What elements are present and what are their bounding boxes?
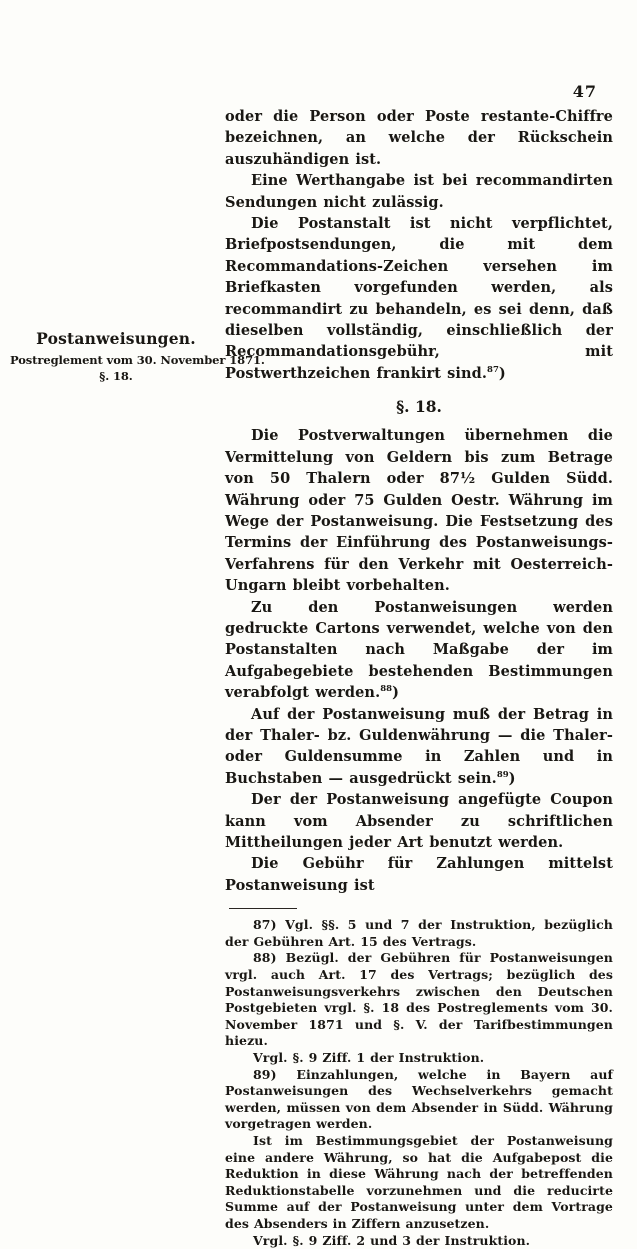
footnote-ref-paren: ) — [509, 770, 516, 787]
footnote: 87) Vgl. §§. 5 und 7 der Instruktion, bezüglich der Gebühren Art. 15 des Vertrags. — [225, 917, 613, 950]
body-paragraph — [225, 853, 613, 896]
footnote: 89) Einzahlungen, welche in Bayern auf Postanweisungen des Wechselverkehrs gemacht werden, müssen von dem Absender in Südd. Währung vorgetragen werden. — [225, 1067, 613, 1133]
footnote: 88) Bezügl. der Gebühren für Postanweisungen vrgl. auch Art. 17 des Vertrags; bezüglich des Postanweisungsverkehrs zwischen den Deutschen Postgebieten vrgl. §. 18 des Postreglements vom 30. November 1871 und §. V. der Tarifbestimmungen hiezu. — [225, 950, 613, 1050]
footnote-ref-paren: ) — [499, 365, 506, 382]
footnote: Vrgl. §. 9 Ziff. 1 der Instruktion. — [225, 1050, 613, 1067]
body-paragraph — [225, 170, 613, 213]
paragraph-text: oder die Person oder Poste restante-Chiffre bezeichnen, an welche der Rückschein auszuhändigen ist. — [225, 108, 613, 168]
footnote: Ist im Bestimmungsgebiet der Postanweisung eine andere Währung, so hat die Aufgabepost die Reduktion in diese Währung nach der betreffenden Reduktionstabelle vorzunehmen und die reducirte Summe auf der Postanweisung unter dem Vortrage des Absenders in Ziffern anzusetzen. — [225, 1133, 613, 1233]
paragraph-text: Die Postverwaltungen übernehmen die Vermittelung von Geldern bis zum Betrage von 50 Thalern oder 87½ Gulden Südd. Währung oder 75 Gulden Oestr. Währung im Wege der Postanweisung. Die Festsetzung des Termins der Einführung des Postanweisungs-Verfahrens für den Verkehr mit Oesterreich-Ungarn bleibt vorbehalten. — [225, 427, 613, 594]
body-paragraph — [225, 106, 613, 170]
paragraph-text: Die Postanstalt ist nicht verpflichtet, Briefpostsendungen, die mit dem Recommandations-Zeichen versehen im Briefkasten vorgefunden werden, als recommandirt zu behandeln, es sei denn, daß dieselben vollständig, einschließlich der Recommandationsgebühr, mit Postwerthzeichen frankirt sind. — [225, 215, 613, 382]
footnote-ref: 88 — [380, 684, 392, 694]
body-paragraph — [225, 789, 613, 853]
footnotes-block — [225, 917, 613, 1249]
body-paragraph — [225, 597, 613, 704]
page-number: 47 — [573, 82, 597, 101]
footnote-ref: 87 — [487, 365, 499, 375]
footnote: Vrgl. §. 9 Ziff. 2 und 3 der Instruktion. — [225, 1233, 613, 1249]
footnote-ref-paren: ) — [392, 684, 399, 701]
margin-note — [10, 329, 222, 384]
paragraph-text: Die Gebühr für Zahlungen mittelst Postanweisung ist — [225, 855, 613, 893]
body-paragraph — [225, 425, 613, 596]
paragraph-text: Auf der Postanweisung muß der Betrag in der Thaler- bz. Guldenwährung — die Thaler- oder Guldensumme in Zahlen und in Buchstaben — ausgedrückt sein. — [225, 706, 613, 787]
paragraph-text: Der der Postanweisung angefügte Coupon kann vom Absender zu schriftlichen Mittheilungen jeder Art benutzt werden. — [225, 791, 613, 851]
section-heading: §. 18. — [225, 397, 613, 416]
margin-note-section: §. 18. — [10, 368, 222, 384]
body-paragraph — [225, 213, 613, 384]
main-text-column — [225, 106, 613, 1249]
paragraph-text: Zu den Postanweisungen werden gedruckte Cartons verwendet, welche von den Postanstalten nach Maßgabe der im Aufgabegebiete bestehenden Bestimmungen verabfolgt werden. — [225, 599, 613, 702]
footnote-separator — [229, 908, 297, 909]
body-paragraph — [225, 704, 613, 790]
paragraph-text: Eine Werthangabe ist bei recommandirten Sendungen nicht zulässig. — [225, 172, 613, 210]
margin-note-regulation: Postreglement vom 30. November 1871. — [10, 352, 222, 368]
footnote-ref: 89 — [497, 770, 509, 780]
margin-note-title: Postanweisungen. — [10, 329, 222, 348]
